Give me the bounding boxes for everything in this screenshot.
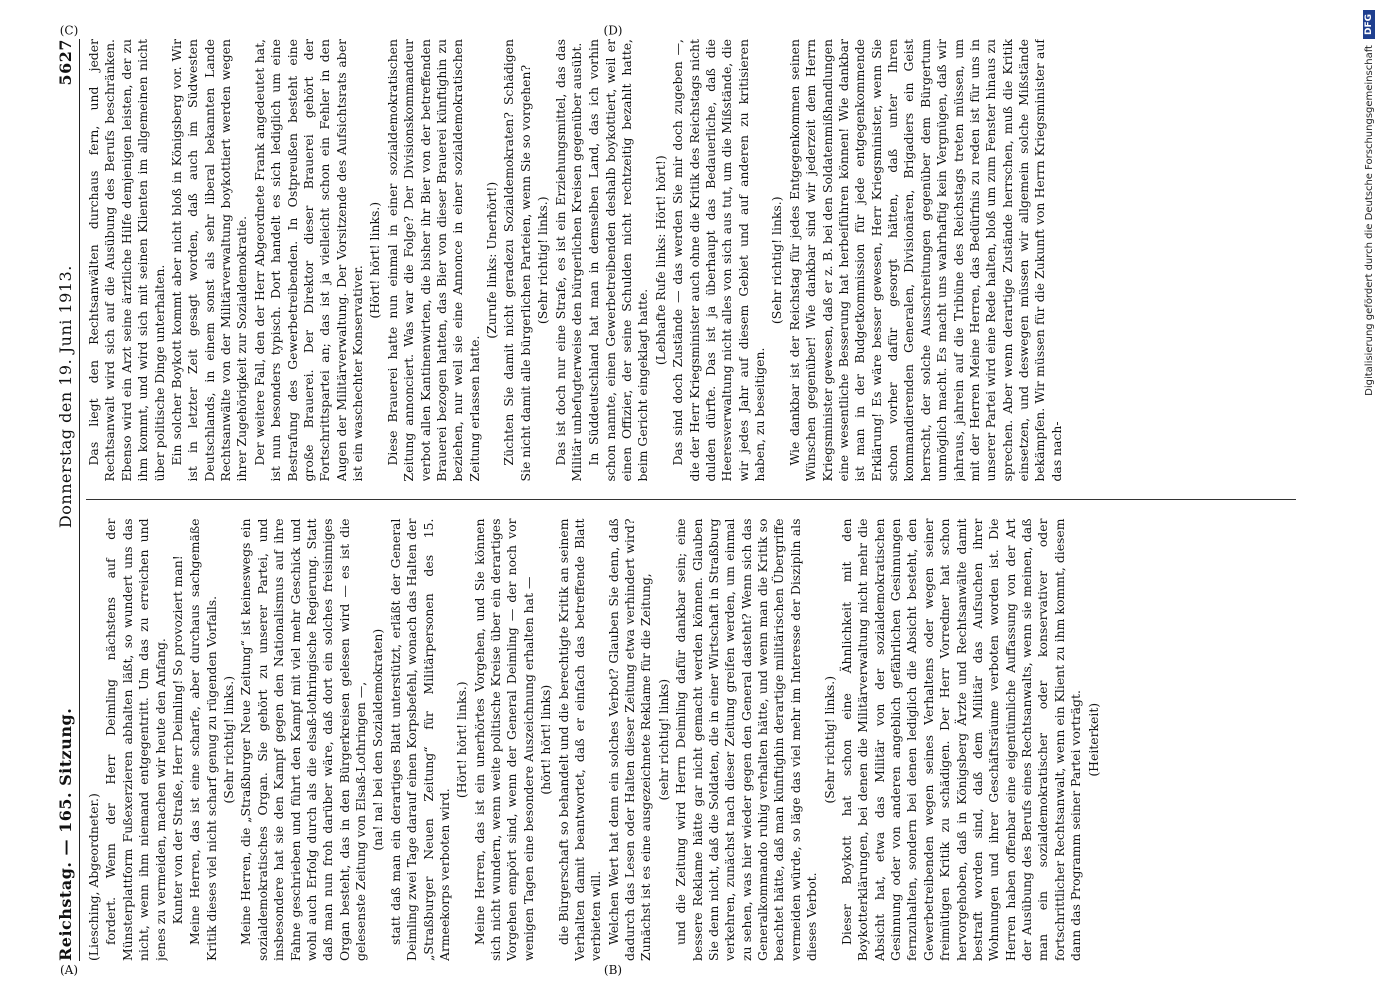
- left-interjection: (Sehr richtig! links.): [221, 675, 236, 804]
- left-interjection: (hört! hört! links): [538, 684, 554, 795]
- right-paragraph: In Süddeutschland hat man in demselben Land, das ich vorhin schon nannte, einen Gewerbetreibenden deshalb boykottiert, weil er einen Offizier, der seine Schulden nicht rechtzeitig bezahlt hatte, beim Gericht eingeklagt hatte.: [586, 39, 651, 482]
- left-paragraph: Dieser Boykott hat schon eine Ähnlichkeit mit den Boykotterklärungen, bei denen die Militärverwaltung nicht mehr die Absicht hat, etwa das Militär von der sozialdemokratischen Gesinnung oder von anderen angeblich gefährlichen Gesinnungen fernzuhalten, sondern bei denen lediglich die Absicht besteht, den Gewerbetreibenden wegen seines Verhaltens oder wegen seiner freimütigen Kritik zu schädigen. Der Herr Vorredner hat schon hervorgehoben, daß in Königsberg Ärzte und Rechtsanwälte damit bestraft worden sind, daß dem Militär das Aufsuchen ihrer Wohnungen und ihrer Geschäftsräume verboten worden ist. Die Herren haben offenbar eine eigentümliche Auffassung von der Art der Ausübung des Berufs eines Rechtsanwalts, wenn sie meinen, daß man ein sozialdemokratischer oder konservativer oder fortschrittlicher Rechtsanwalt, wenn ein Klient zu ihm kommt, diesem dann das Programm seiner Partei vorträgt.: [838, 518, 1084, 961]
- credit-strip: [1359, 0, 1383, 1000]
- left-interjection: (Sehr richtig! links.): [821, 675, 837, 804]
- margin-letter-b: (B): [603, 962, 623, 977]
- left-paragraph: statt daß man ein derartiges Blatt unterstützt, erläßt der General Deimling zwei Tage darauf einen Korpsbefehl, wonach das Halten der „Straßburger Neuen Zeitung“ für Militärpersonen des 15. Armeekorps verboten wird.: [387, 518, 452, 961]
- left-paragraph: (Liesching, Abgeordneter.): [86, 793, 101, 961]
- right-paragraph: Wie dankbar ist der Reichstag für jedes Entgegenkommen seinen Wünschen gegenüber! Wie dankbar sind wir jederzeit dem Herrn Kriegsminister gewesen, daß er z. B. bei den Soldatenmißhandlungen eine wesentliche Besserung hat herbeiführen können! Wie dankbar ist man in der Budgetkommission für jede entgegenkommende Erklärung! Es wäre besser gewesen, Herr Kriegsminister, wenn Sie schon vorher dafür gesorgt hätten, daß unter Ihren kommandierenden Generalen, Divisionären, Brigadiers ein Geist herrscht, der solche Ausschreitungen gegenüber dem Bürgertum unmöglich macht. Es macht uns wahrhaftig kein Vergnügen, daß wir jahraus, jahrein auf die Tribüne des Reichstags treten müssen, um mit der Herren Meine Herren, das Bedürfnis zu reden ist für uns in unserer Partei wird eine Rede halten, bloß um zum Fenster hinaus zu sprechen. Aber wenn derartige Zustände herrschen, muß die Kritik einsetzen, und deswegen müssen wir allgemein solche Mißstände bekämpfen. Wir müssen für die Zukunft von Herrn Kriegsminister auf das nach-: [786, 39, 1064, 482]
- right-interjection: (Hört! hört! links.): [367, 201, 383, 319]
- page-header: [56, 39, 80, 961]
- right-interjection: (Sehr richtig! links.): [769, 196, 785, 325]
- credit-inner: [1363, 10, 1375, 990]
- column-divider: [86, 500, 1296, 501]
- left-paragraph: Meine Herren, das ist eine scharfe, aber durchaus sachgemäße Kritik dieses viel nicht scharf genug zu rügenden Vorfalls.: [187, 518, 219, 961]
- header-left: Reichstag. — 165. Sitzung.: [56, 707, 75, 961]
- left-paragraph: Meine Herren, die „Straßburger Neue Zeitung“ ist keineswegs ein sozialdemokratisches Organ. Sie gehört zu unserer Partei, und insbesondere hat sie den Kampf gegen den Nationalismus auf ihre Fahne geschrieben und führt den Kampf mit viel mehr Geschick und wohl auch Erfolg durch als die elsaß-lothringische Regierung. Statt daß man nun froh darüber wäre, daß dort ein solches freisinniges Organ besteht, das in den Bürgerkreisen gelesen wird — es ist die gelesenste Zeitung von Elsaß-Lothringen —,: [238, 518, 368, 961]
- left-interjection: (Heiterkeit): [1085, 702, 1101, 777]
- right-interjection: (Zurufe links: Unerhört!): [484, 181, 499, 339]
- header-date: Donnerstag den 19. Juni 1913.: [56, 265, 75, 529]
- right-interjection: (Sehr richtig! links.): [535, 196, 551, 325]
- left-paragraph: fordert. Wenn der Herr Deimling nächstens auf der Münsterplattform Fußexerzieren abhalten läßt, so wundert uns das nicht, wenn ihm niemand entgegentritt. Um das zu erreichen und jenes zu vermeiden, machen wir heute den Anfang.: [103, 518, 168, 961]
- left-paragraph: die Bürgerschaft so behandelt und die berechtigte Kritik an seinem Verhalten damit beantwortet, daß er einfach das betreffende Blatt verbieten will.: [555, 518, 604, 961]
- right-paragraph: Diese Brauerei hatte nun einmal in einer sozialdemokratischen Zeitung annonciert. Was war die Folge? Der Divisionskommandeur verbot allen Kantinenwirten, die bisher ihr Bier von der betreffenden Brauerei bezogen hatten, das Bier von dieser Brauerei künftighin zu beziehen, nur weil sie eine Annonce in einer sozialdemokratischen Zeitung erlassen hatte.: [384, 39, 482, 482]
- margin-letter-c: (C): [59, 23, 79, 38]
- right-interjection: (Lebhafte Rufe links: Hört! hört!): [652, 155, 668, 366]
- dfg-logo: DFG: [1363, 10, 1375, 39]
- left-interjection: (na! na! bei den Sozialdemokraten): [370, 628, 386, 851]
- right-paragraph: Das liegt den Rechtsanwälten durchaus fern, und jeder Rechtsanwalt wird sich auf die Ausübung des Berufs beschränken. Ebenso wird ein Arzt seine ärztliche Hilfe demjenigen leisten, der zu ihm kommt, und wird sich mit seinen Klienten im allgemeinen nicht über politische Dinge unterhalten.: [86, 39, 167, 482]
- left-paragraph: und die Zeitung wird Herrn Deimling dafür dankbar sein; eine bessere Reklame hätte gar nicht gemacht werden können. Glauben Sie denn nicht, daß die Soldaten, die in einer Wirtschaft in Straßburg verkehren, zunächst nach dieser Zeitung greifen werden, um einmal zu sehen, was hier wieder gegen den General dasteht? Wenn sich das Generalkommando ruhig verhalten hätte, und wenn man die Kritik so beachtet hätte, daß man künftighin derartige militärischen Übergriffe vermeiden würde, so läge das viel mehr im Interesse der Disziplin als dieses Verbot.: [673, 518, 820, 961]
- right-paragraph: Ein solcher Boykott kommt aber nicht bloß in Königsberg vor. Wir ist in letzter Zeit gesagt worden, daß auch im Südwesten Deutschlands, in einem sonst als sehr liberal bekannten Lande Rechtsanwälte von der Militärverwaltung boykottiert werden wegen ihrer Zugehörigkeit zur Sozialdemokratie.: [168, 39, 250, 482]
- left-column: [86, 519, 1296, 962]
- rotated-page-content: [46, 25, 1346, 975]
- right-paragraph: Der weitere Fall, den der Herr Abgeordnete Frank angedeutet hat, ist nun besonders typisch. Dort handelt es sich lediglich um eine Bestrafung des Gewerbetreibenden. In Ostpreußen besteht eine große Brauerei. Der Direktor dieser Brauerei gehört der Fortschrittspartei an; das ist ja vielleicht schon ein Fehler in den Augen der Militärverwaltung. Der Vorsitzende des Aufsichtsrats aber ist ein waschechter Konservativer.: [251, 39, 365, 482]
- credit-text: Digitalisierung gefördert durch die Deutsche Forschungsgemeinschaft: [1363, 45, 1375, 396]
- left-interjection: Kunter von der Straße, Herr Deimling! So provoziert man!: [169, 555, 185, 925]
- margin-letter-a: (A): [59, 962, 79, 977]
- right-column: [86, 39, 1296, 482]
- left-paragraph: Welchen Wert hat denn ein solches Verbot? Glauben Sie denn, daß dadurch das Lesen oder Halten dieser Zeitung etwa verhindert wird? Zunächst ist es eine ausgezeichnete Reklame für die Zeitung,: [605, 518, 654, 961]
- page-number: 5627: [56, 39, 75, 86]
- margin-letter-d: (D): [603, 23, 623, 38]
- left-interjection: (Hört! hört! links.): [454, 681, 470, 799]
- right-paragraph: Züchten Sie damit nicht geradezu Sozialdemokraten? Schädigen Sie nicht damit alle bürgerlichen Parteien, wenn Sie so vorgehen?: [501, 39, 533, 482]
- right-paragraph: Das ist doch nur eine Strafe, es ist ein Erziehungsmittel, das das Militär unbefugterweise den bürgerlichen Kreisen gegenüber ausübt.: [552, 39, 584, 482]
- right-paragraph: Das sind doch Zustände — das werden Sie mir doch zugeben —, die der Herr Kriegsminister auch ohne die Kritik des Reichstags nicht dulden dürfte. Das ist ja überhaupt das Bedauerliche, daß die Heeresverwaltung nicht alles von sich aus tut, um die Mißstände, die wir jedes Jahr auf diesem Gebiet und auf anderen zu kritisieren haben, zu beseitigen.: [670, 39, 767, 482]
- left-interjection: (sehr richtig! links): [655, 678, 671, 801]
- text-columns: [86, 39, 1296, 961]
- left-paragraph: Meine Herren, das ist ein unerhörtes Vorgehen, und Sie können sich nicht wundern, wenn weite politische Kreise über ein derartiges Vorgehen empört sind, wenn der General Deimling — der noch vor wenigen Tagen eine besondere Auszeichnung erhalten hat —: [471, 518, 536, 961]
